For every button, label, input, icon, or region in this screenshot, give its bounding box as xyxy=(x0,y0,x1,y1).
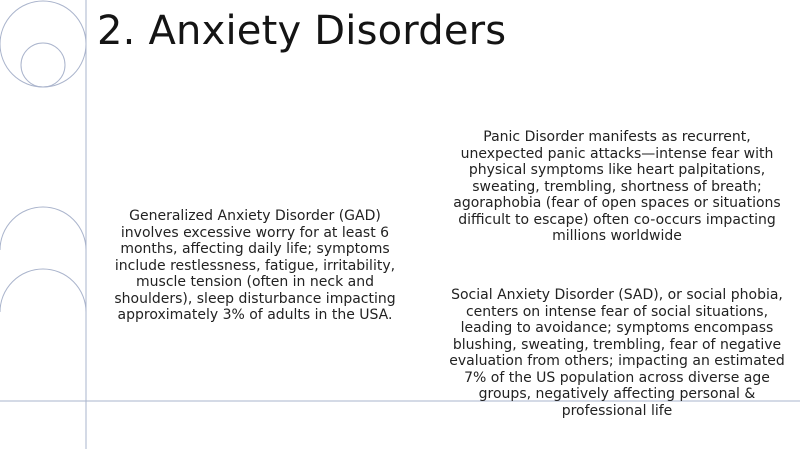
slide-title: 2. Anxiety Disorders xyxy=(97,8,507,54)
deco-circle-large xyxy=(0,1,86,87)
deco-arch-lower xyxy=(0,269,86,312)
panic-disorder-description: Panic Disorder manifests as recurrent, unexpected panic attacks—intense fear with physical symptoms like heart palpitations, sweating, trembling, shortness of breath; agoraphobia (fear of open spaces or situations difficult to escape) often co-occurs impacting millions worldwide xyxy=(453,129,781,244)
deco-arch-upper xyxy=(0,207,86,250)
social-anxiety-description: Social Anxiety Disorder (SAD), or social phobia, centers on intense fear of social situations, leading to avoidance; symptoms encompass blushing, sweating, trembling, fear of negative evaluation from others; impacting an estimated 7% of the US population across diverse age groups, negatively affecting personal & professional life xyxy=(449,287,785,419)
deco-circle-small xyxy=(21,43,65,87)
gad-description: Generalized Anxiety Disorder (GAD) involves excessive worry for at least 6 months, affecting daily life; symptoms include restlessness, fatigue, irritability, muscle tension (often in neck and shoulders), sleep disturbance impacting approximately 3% of adults in the USA. xyxy=(114,208,396,323)
